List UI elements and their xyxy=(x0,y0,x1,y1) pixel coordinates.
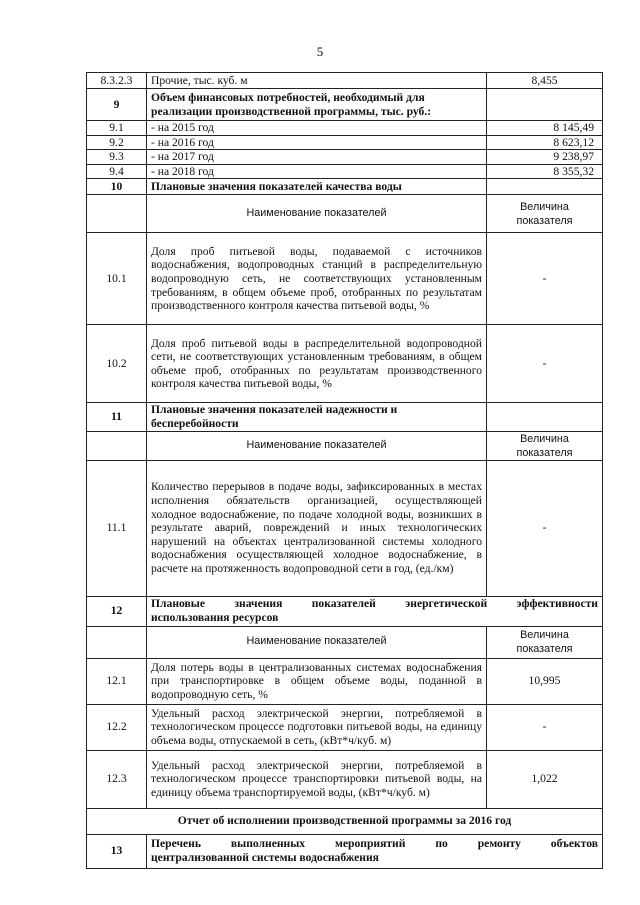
section-11-header xyxy=(87,431,603,460)
row-text: Доля потерь воды в централизованных системах водоснабжения при транспортировке в общем объеме воды, поданной в водопроводную сеть, % xyxy=(147,658,487,704)
section-title-line1: Плановые значения показателей энергетической эффективности xyxy=(151,597,598,611)
header-value-line2: показателя xyxy=(516,214,573,227)
header-indicator-name: Наименование показателей xyxy=(147,626,487,658)
section-10-header xyxy=(87,195,603,233)
row-text: Доля проб питьевой воды, подаваемой с источников водоснабжения, водопроводных станций в распределительную водопроводную сеть, не соответствующих установленным требованиям, в общем объеме проб, отобранных по результатам производственного контроля качества питьевой воды, % xyxy=(147,233,487,325)
row-value: 10,995 xyxy=(487,658,603,704)
row-9-1 xyxy=(87,121,603,136)
row-9-4 xyxy=(87,164,603,179)
row-value: - xyxy=(487,460,603,596)
row-number: 9.1 xyxy=(87,121,147,136)
header-indicator-value xyxy=(487,626,603,658)
row-number: 12.2 xyxy=(87,704,147,750)
row-number: 8.3.2.3 xyxy=(87,73,147,89)
row-text: Количество перерывов в подаче воды, зафиксированных в местах исполнения обязательств организацией, осуществляющей холодное водоснабжение, по подаче холодной воды, возникших в результате аварий, повреждений и иных технологических нарушений на объектах централизованной системы холодного водоснабжения осуществляющей холодное водоснабжение, в расчете на протяженность водопроводной сети в год, (ед./км) xyxy=(147,460,487,596)
header-num-empty xyxy=(87,195,147,233)
page-number: 5 xyxy=(316,44,324,59)
header-value-line2: показателя xyxy=(516,446,573,459)
row-number: 9.3 xyxy=(87,150,147,165)
row-text-line1: Перечень выполненных мероприятий по ремонту объектов xyxy=(151,837,598,851)
row-number: 10 xyxy=(87,179,147,195)
row-value: 8,455 xyxy=(487,73,603,89)
row-number: 11 xyxy=(87,403,147,431)
row-number: 11.1 xyxy=(87,460,147,596)
header-indicator-name: Наименование показателей xyxy=(147,431,487,460)
row-13 xyxy=(87,834,603,868)
header-indicator-name: Наименование показателей xyxy=(147,195,487,233)
row-value-empty xyxy=(487,403,603,431)
header-num-empty xyxy=(87,626,147,658)
row-value: - xyxy=(487,704,603,750)
row-12-3 xyxy=(87,750,603,808)
section-10-title xyxy=(87,179,603,195)
section-11-title xyxy=(87,403,603,431)
row-11-1 xyxy=(87,460,603,596)
row-number: 13 xyxy=(87,834,147,868)
row-text: Объем финансовых потребностей, необходимый для реализации производственной программы, тыс. руб.: xyxy=(147,89,487,121)
row-value: - xyxy=(487,233,603,325)
row-10-2 xyxy=(87,325,603,403)
row-value: 8 355,32 xyxy=(487,164,603,179)
row-number: 10.1 xyxy=(87,233,147,325)
row-value-empty xyxy=(487,89,603,121)
section-12-title xyxy=(87,596,603,626)
row-number: 9.4 xyxy=(87,164,147,179)
row-9-2 xyxy=(87,135,603,150)
row-number: 10.2 xyxy=(87,325,147,403)
section-title xyxy=(147,596,603,626)
row-9 xyxy=(87,89,603,121)
header-value-line1: Величина xyxy=(520,629,569,642)
production-program-table xyxy=(86,72,603,869)
row-text: Прочие, тыс. куб. м xyxy=(147,73,487,89)
row-value: 8 145,49 xyxy=(487,121,603,136)
section-12-header xyxy=(87,626,603,658)
row-text: - на 2018 год xyxy=(147,164,487,179)
row-text: - на 2017 год xyxy=(147,150,487,165)
row-number: 12.1 xyxy=(87,658,147,704)
row-value: 1,022 xyxy=(487,750,603,808)
header-value-line1: Величина xyxy=(520,432,569,445)
row-text: Удельный расход электрической энергии, потребляемой в технологическом процессе подготовки питьевой воды, на единицу объема воды, отпускаемой в сеть, (кВт*ч/куб. м) xyxy=(147,704,487,750)
row-text xyxy=(147,834,603,868)
header-value-line1: Величина xyxy=(520,200,569,213)
row-12-1 xyxy=(87,658,603,704)
row-number: 12 xyxy=(87,596,147,626)
row-number: 9.2 xyxy=(87,135,147,150)
row-text: Доля проб питьевой воды в распределительной водопроводной сети, не соответствующих установленным требованиям, в общем объеме проб, отобранных по результатам производственного контроля качества питьевой воды, % xyxy=(147,325,487,403)
header-value-line2: показателя xyxy=(516,643,573,656)
row-10-1 xyxy=(87,233,603,325)
report-title-row xyxy=(87,808,603,834)
row-8-3-2-3 xyxy=(87,73,603,89)
row-value-empty xyxy=(487,179,603,195)
report-title: Отчет об исполнении производственной программы за 2016 год xyxy=(87,808,603,834)
row-value: 8 623,12 xyxy=(487,135,603,150)
row-number: 9 xyxy=(87,89,147,121)
row-value: 9 238,97 xyxy=(487,150,603,165)
header-indicator-value xyxy=(487,195,603,233)
section-title: Плановые значения показателей качества воды xyxy=(147,179,487,195)
row-text: - на 2016 год xyxy=(147,135,487,150)
header-num-empty xyxy=(87,431,147,460)
header-indicator-value xyxy=(487,431,603,460)
row-text-line2: централизованной системы водоснабжения xyxy=(151,851,379,865)
row-12-2 xyxy=(87,704,603,750)
row-number: 12.3 xyxy=(87,750,147,808)
row-text: Удельный расход электрической энергии, потребляемой в технологическом процессе транспортировки питьевой воды, на единицу объема транспортируемой воды, (кВт*ч/куб. м) xyxy=(147,750,487,808)
section-title-line2: использования ресурсов xyxy=(151,611,279,625)
section-title: Плановые значения показателей надежности и бесперебойности xyxy=(147,403,487,431)
row-9-3 xyxy=(87,150,603,165)
row-value: - xyxy=(487,325,603,403)
row-text: - на 2015 год xyxy=(147,121,487,136)
